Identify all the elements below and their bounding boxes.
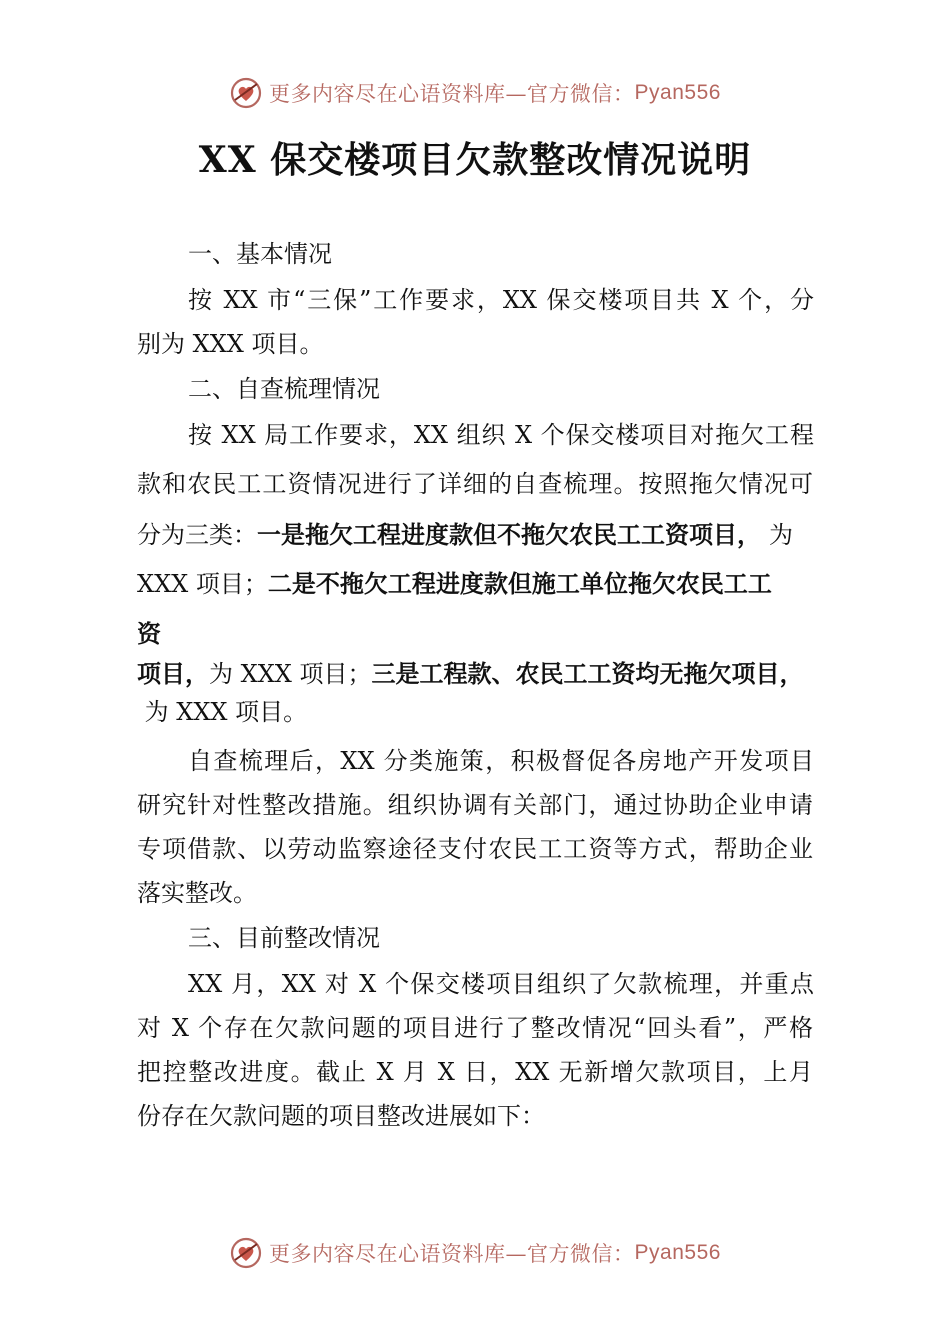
section-2-p1-line-5: 资 bbox=[137, 620, 161, 648]
section-2-p2-line-3: 专项借款、以劳动监察途径支付农民工工资等方式，帮助企业 bbox=[137, 835, 813, 863]
section-3-heading: 三、目前整改情况 bbox=[188, 924, 380, 952]
section-2-p1-line-1: 按 XX 局工作要求，XX 组织 X 个保交楼项目对拖欠工程 bbox=[188, 421, 814, 449]
watermark-handle: Pyan556 bbox=[634, 1241, 721, 1264]
section-3-line-4: 份存在欠款问题的项目整改进展如下： bbox=[137, 1102, 545, 1130]
heart-logo-icon bbox=[229, 1236, 263, 1270]
watermark-text: 更多内容尽在心语资料库—官方微信： bbox=[269, 82, 635, 106]
line-4-prefix: XXX 项目； bbox=[137, 570, 268, 598]
section-3-line-3: 把控整改进度。截止 X 月 X 日，XX 无新增欠款项目，上月 bbox=[137, 1058, 813, 1086]
category-1-bold: 一是拖欠工程进度款但不拖欠农民工工资项目， bbox=[257, 521, 761, 549]
section-2-p1-line-7: 为 XXX 项目。 bbox=[137, 698, 308, 726]
document-title: XX 保交楼项目欠款整改情况说明 bbox=[198, 139, 752, 181]
section-1-line-2: 别为 XXX 项目。 bbox=[137, 330, 324, 358]
section-2-p2-line-1: 自查梳理后，XX 分类施策，积极督促各房地产开发项目 bbox=[188, 747, 814, 775]
section-2-p1-line-2: 款和农民工工资情况进行了详细的自查梳理。按照拖欠情况可 bbox=[137, 470, 813, 498]
heart-logo-icon bbox=[229, 76, 263, 110]
section-2-p1-line-3 bbox=[137, 519, 793, 551]
section-2-p2-line-4: 落实整改。 bbox=[137, 879, 257, 907]
section-2-p2-line-2: 研究针对性整改措施。组织协调有关部门，通过协助企业申请 bbox=[137, 791, 813, 819]
category-3-bold: 三是工程款、农民工工资均无拖欠项目， bbox=[371, 660, 804, 688]
section-1-heading: 一、基本情况 bbox=[188, 240, 332, 268]
category-2-bold: 二是不拖欠工程进度款但施工单位拖欠农民工工 bbox=[267, 570, 772, 598]
section-1-line-1: 按 XX 市“三保”工作要求，XX 保交楼项目共 X 个，分 bbox=[188, 286, 814, 314]
section-3-line-1: XX 月，XX 对 X 个保交楼项目组织了欠款梳理，并重点 bbox=[188, 970, 814, 998]
section-2-heading: 二、自查梳理情况 bbox=[188, 375, 380, 403]
section-2-p1-line-6 bbox=[137, 658, 804, 690]
line-3-suffix: 为 bbox=[769, 521, 793, 549]
category-2-bold-end: 项目， bbox=[137, 660, 209, 688]
watermark-handle: Pyan556 bbox=[634, 81, 721, 104]
line-6-middle: 为 XXX 项目； bbox=[209, 660, 372, 688]
section-2-p1-line-4 bbox=[137, 568, 772, 600]
line-3-prefix: 分为三类： bbox=[137, 521, 257, 549]
header-watermark bbox=[0, 73, 950, 113]
footer-watermark bbox=[0, 1233, 950, 1273]
section-3-line-2: 对 X 个存在欠款问题的项目进行了整改情况“回头看”，严格 bbox=[137, 1014, 813, 1042]
watermark-text: 更多内容尽在心语资料库—官方微信： bbox=[269, 1242, 635, 1266]
